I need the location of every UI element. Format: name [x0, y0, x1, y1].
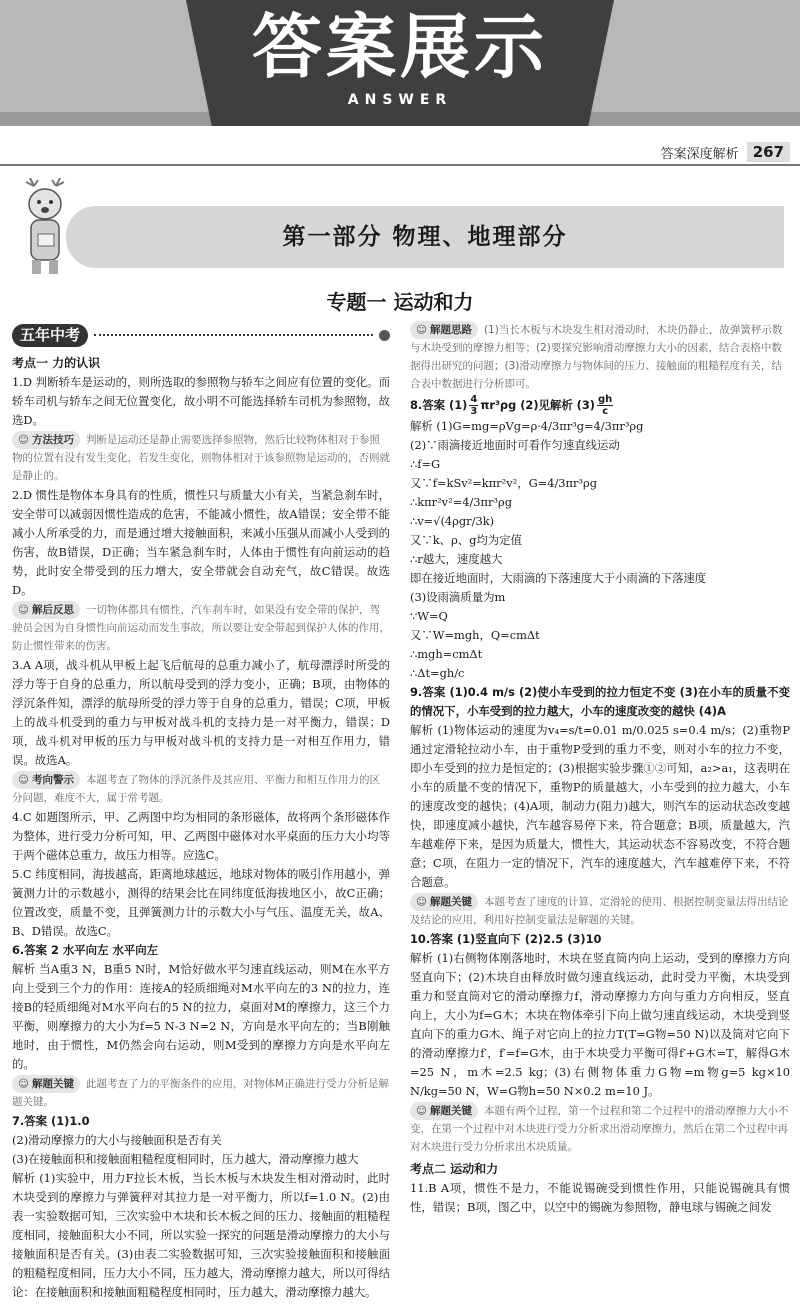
- page-header: [661, 142, 790, 162]
- q8-line: (3)设雨滴质量为m: [410, 590, 506, 604]
- tip-q9: [410, 893, 790, 929]
- fraction: [597, 394, 613, 417]
- tip-text: 此题考查了力的平衡条件的应用，对物体M正确进行受力分析是解题关键。: [12, 1078, 390, 1108]
- dot-end-icon: [379, 330, 390, 341]
- answer-q10-result: 10.答案 (1)竖直向下 (2)2.5 (3)10: [410, 932, 602, 946]
- answer-q8-result: [410, 394, 790, 417]
- tip-label: ☺ 解题关键: [12, 1075, 80, 1093]
- tip-q10: [410, 1102, 790, 1156]
- answer-q6-result: 6.答案 2 水平向左 水平向左: [12, 943, 158, 957]
- section-label: 答案深度解析: [660, 146, 739, 162]
- answer-q9: 解析 (1)物体运动的速度为v₄=s/t=0.01 m/0.025 s=0.4 m/s；(2)重物P通过定滑轮拉动小车，由于重物P受到的重力不变，则对小车的拉力不变，即小车受到的拉力是恒定的；(3)根据实验步骤①②可知，a₂>a₁，这表明在小车的质量不变的情况下，重物P的质量越大，小车受到的拉力越大，小车的速度改变的越快；(4)A项，制动力(阻力)越大，则汽车的运动状态改变越快，即速度减小越快，汽车越容易停下来，符合题意；B项，质量越大，汽车越难停下来，是因为质量大，惯性大，其运动状态不容易改变，不符合题意；C项，在阻力一定的情况下，汽车的速度越大，汽车越难停下来，不符合题意。: [410, 723, 790, 889]
- five-year-banner: [12, 320, 390, 350]
- tip-label: ☺ 解题关键: [410, 893, 478, 911]
- tip-label: ☺ 解题思路: [410, 321, 478, 339]
- q8-line: 又∵W=mgh，Q=cmΔt: [410, 628, 540, 642]
- tip-text: 本题有两个过程，第一个过程和第二个过程中的滑动摩擦力大小不变，在第一个过程中对木块进行受力分析求出滑动摩擦力，然后在第二个过程中再对木块进行受力分析求出木块质量。: [410, 1105, 789, 1153]
- section-heading: 考点一 力的认识: [12, 356, 101, 370]
- answer-q7: 解析 (1)实验中，用力F拉长木板，当长木板与木块发生相对滑动时，此时木块受到的摩擦力与弹簧秤对其拉力是一对平衡力，所以f=1.0 N。(2)由表一实验数据可知，三次实验中木块和长木板之间的压力、接触面的粗糙程度相同，接触面积大小不同，所以实验一探究的问题是滑动摩擦力的大小与接触面积是否有关。(3)由表二实验数据可知，三次实验接触面积和接触面的粗糙程度相同，压力大小不同，压力越大，滑动摩擦力越大，所以可得结论：在接触面积和接触面粗糙程度相同时，压力越大，滑动摩擦力越大。: [12, 1171, 390, 1299]
- answer-q7-result: 7.答案 (1)1.0: [12, 1114, 90, 1128]
- tip-q6: [12, 1075, 390, 1111]
- numerator: 4: [470, 394, 478, 405]
- banner-title: 答案展示: [252, 6, 548, 88]
- tip-text: 本题考查了速度的计算、定滑轮的使用、根据控制变量法得出结论及结论的应用，利用好控制变量法是解题的关键。: [410, 896, 789, 926]
- tip-q3: [12, 771, 390, 807]
- answer-q1: 1.D 判断轿车是运动的，则所选取的参照物与轿车之间应有位置的变化。而轿车司机与轿车之间无位置变化，故小明不可能选择轿车司机为参照物，故选D。: [12, 375, 390, 427]
- q8-line: ∴r越大，速度越大: [410, 552, 503, 566]
- tip-text: 一切物体都具有惯性，汽车刹车时，如果没有安全带的保护，驾驶员会因为自身惯性向前运动而发生事故，所以要让安全带起到保护人体的作用，防止惯性带来的伤害。: [12, 604, 390, 652]
- dotted-rule: [94, 334, 373, 336]
- q8-line: ∵W=Q: [410, 609, 448, 623]
- right-column: [410, 320, 790, 1217]
- q8-ans-prefix: 8.答案 (1): [410, 398, 468, 412]
- banner-subtitle: ANSWER: [347, 92, 453, 108]
- q8-line: 即在接近地面时，大雨滴的下落速度大于小雨滴的下落速度: [410, 571, 707, 585]
- answer-q6: 解析 当A重3 N，B重5 N时，M恰好做水平匀速直线运动，则M在水平方向上受到三个力的作用：连接A的轻质细绳对M水平向左的3 N的拉力，连接B的轻质细绳对M水平向右的5 N的拉力，桌面对M的摩擦力，这三个力平衡，则摩擦力的大小为f=5 N-3 N=2 N，方向是水平向左的；当B刚触地时，由于惯性，M仍然会向右运动，则M受到的摩擦力方向是水平向左的。: [12, 962, 390, 1071]
- answer-q5: 5.C 纬度相同，海拔越高，距离地球越远，地球对物体的吸引作用越小，弹簧测力计的示数越小，测得的结果会比在同纬度低海拔地区小，故C正确；位置改变，质量不变，且弹簧测力计的示数大小与气压、温度无关，故A、B、D错误。故选C。: [12, 867, 390, 938]
- answer-q7-line2: (3)在接触面积和接触面粗糙程度相同时，压力越大，滑动摩擦力越大: [12, 1152, 359, 1166]
- denominator: 3: [470, 406, 478, 417]
- answer-q9-result: 9.答案 (1)0.4 m/s (2)使小车受到的拉力恒定不变 (3)在小车的质量不变的情况下，小车受到的拉力越大，小车的速度改变的越快 (4)A: [410, 685, 790, 718]
- answer-q10: 解析 (1)右侧物体刚落地时，木块在竖直筒内向上运动，受到的摩擦力方向竖直向下；(2)木块自由释放时做匀速直线运动，此时受力平衡，木块受到重力和竖直筒对它的滑动摩擦力f，滑动摩擦力方向与重力方向相反，竖直向上，大小为f=G木；木块在物体牵引下向上做匀速直线运动，木块受到竖直向下的重力G木、绳子对它向上的拉力T(T=G物=50 N)以及筒对它向下的滑动摩擦力f′，f′=f=G木，由于木块受力平衡可得f′+G木=T，解得G木=25 N，m木=2.5 kg；(3)右侧物体重力G物=m物g=5 kg×10 N/kg=50 N，W=G物h=50 N×0.2 m=10 J。: [410, 951, 790, 1098]
- left-column: [12, 320, 390, 1302]
- part-title: 第一部分 物理、地理部分: [282, 224, 568, 250]
- answer-q2: 2.D 惯性是物体本身具有的性质，惯性只与质量大小有关，当紧急刹车时，安全带可以减弱因惯性造成的危害，不能减小惯性，故A错误；安全带不能减小人所承受的力，而是通过增大接触面积，来减小压强从而减小人受到的伤害，故B错误，D正确；当车紧急刹车时，人体由于惯性有向前运动的趋势，此时安全带受到的压力增大，安全带就会自动充气，故C错误。故选D。: [12, 488, 390, 597]
- answer-q3: 3.A A项，战斗机从甲板上起飞后航母的总重力减小了，航母漂浮时所受的浮力等于自身的总重力，所以航母受到的浮力变小，正确；B项，由物体的浮沉条件知，漂浮的航母所受的浮力等于自身的总重力，错误；C项，甲板上的战斗机受到的重力与甲板对战斗机的支持力是一对平衡力，错误；D项，战斗机对甲板的压力与甲板对战斗机的支持力是一对相互作用力，错误。故选A。: [12, 658, 390, 767]
- tip-q7: [410, 321, 790, 393]
- q8-line: ∴mgh=cmΔt: [410, 647, 483, 661]
- q8-line: ∴v=√(4ρgr/3k): [410, 514, 495, 528]
- q8-line: ∴f=G: [410, 457, 441, 471]
- q8-line: 又∵k、ρ、g均为定值: [410, 533, 523, 547]
- q8-line: 又∵f=kSv²=kπr²v²，G=4/3πr³ρg: [410, 476, 598, 490]
- fraction: [469, 394, 478, 417]
- answer-q11: 11.B A项，惯性不是力，不能说锡碗受到惯性作用，只能说锡碗具有惯性，错误；B项，图乙中，以空中的锡碗为参照物，静电球与锡碗之间发: [410, 1181, 790, 1214]
- tip-text: (1)当长木板与木块发生相对滑动时，木块仍静止，故弹簧秤示数与木块受到的摩擦力相等；(2)要探究影响滑动摩擦力大小的因素，结合表格中数据得出研究的问题；(3)滑动摩擦力与物体间的压力、接触面的粗糙程度有关，结合表中数据进行分析即可。: [410, 324, 783, 390]
- tip-q2: [12, 601, 390, 655]
- tip-text: 判断是运动还是静止需要选择参照物，然后比较物体相对于参照物的位置有没有发生变化，若发生变化，则物体相对于该参照物是运动的，否则就是静止的。: [12, 434, 390, 482]
- answer-q7-line1: (2)滑动摩擦力的大小与接触面积是否有关: [12, 1133, 222, 1147]
- tip-label: ☺ 考向警示: [12, 771, 80, 789]
- tip-q1: [12, 431, 390, 485]
- tip-label: ☺ 解后反思: [12, 601, 80, 619]
- page-number: 267: [747, 142, 790, 162]
- tip-text: 本题考查了物体的浮沉条件及其应用、平衡力和相互作用力的区分问题，难度不大，属于常考题。: [12, 774, 380, 804]
- q8-line: (2)∵雨滴接近地面时可看作匀速直线运动: [410, 438, 620, 452]
- q8-line: ∴kπr²v²=4/3πr³ρg: [410, 495, 513, 509]
- numerator: gh: [598, 394, 613, 405]
- q8-line: 解析 (1)G=mg=ρVg=ρ·4/3πr³g=4/3πr³ρg: [410, 419, 644, 433]
- denominator: c: [602, 406, 609, 417]
- topic-title: 专题一 运动和力: [326, 290, 474, 314]
- tip-label: ☺ 解题关键: [410, 1102, 478, 1120]
- tip-label: ☺ 方法技巧: [12, 431, 80, 449]
- five-year-tag: 五年中考: [12, 324, 88, 347]
- q8-line: ∴Δt=gh/c: [410, 666, 465, 680]
- answer-q4: 4.C 如题图所示，甲、乙两图中均为相同的条形磁体，故将两个条形磁体作为整体，进行受力分析可知，甲、乙两图中磁体对水平桌面的压力大小均等于两个磁体总重力，故压力相等。应选C。: [12, 810, 390, 862]
- section-heading: 考点二 运动和力: [410, 1162, 499, 1176]
- header-rule: [0, 164, 800, 166]
- q8-ans-mid: πr³ρg (2)见解析 (3): [480, 398, 596, 412]
